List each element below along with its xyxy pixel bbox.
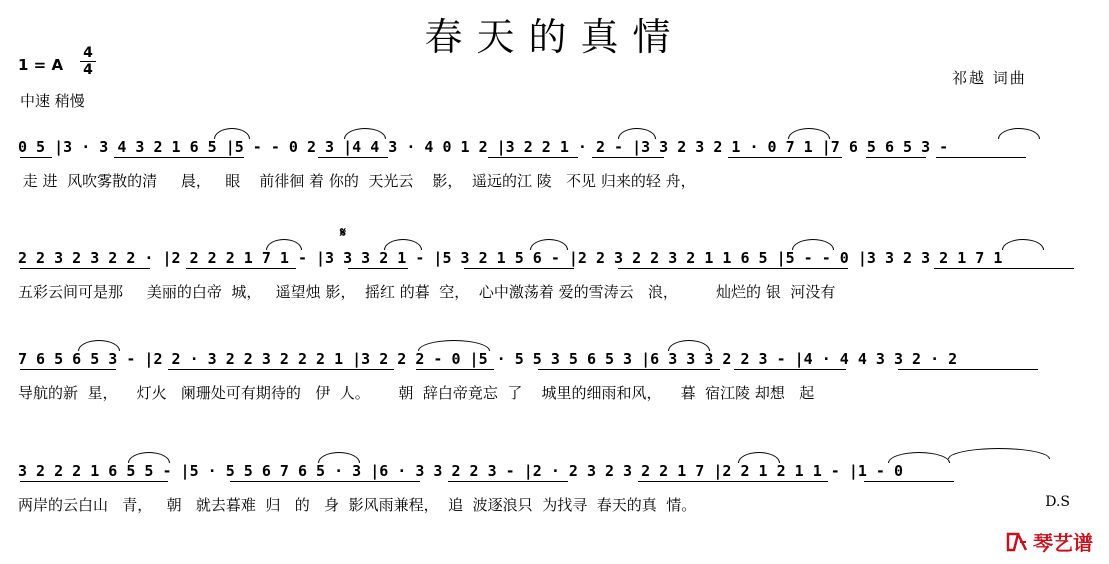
music-system-1 [18,134,1078,200]
tempo-marking: 中速 稍慢 [20,92,85,110]
key-signature: 1 = A [18,56,64,74]
slur-mark [214,128,250,139]
slur-mark [618,128,656,139]
slur-mark [78,340,120,351]
beam-line [20,268,150,269]
notation-line-2: 2 2 3 2 3 2 2 · |2 2 2 2 1 7 1 - |3 3 3 2 1 - |5 3 2 1 5 6 - |2 2 3 2 2 3 2 1 1 6 5 |5 - - 0 |3 3 2 3 2 1 7 1 [18,249,1003,267]
beam-line [936,157,1026,158]
beam-line [20,157,52,158]
beam-line [20,369,116,370]
segno-sign: 𝄋 [340,225,347,241]
beam-line [866,157,926,158]
slur-mark [266,239,302,250]
site-watermark [1005,527,1093,556]
lyrics-line-2: 五彩云间可是那 美丽的白帝 城， 遥望烛 影， 摇红 的暮 空， 心中激荡着 爱的雪涛云 浪， 灿烂的 银 河没有 [18,283,836,301]
tie-mark [948,448,1050,459]
slur-mark [1002,239,1044,250]
music-system-4 [18,458,1078,524]
slur-mark [998,128,1040,139]
slur-mark [530,239,568,250]
beam-line [538,369,720,370]
beam-line [114,157,244,158]
time-signature [80,46,96,77]
beam-line [464,268,574,269]
piano-keys-icon [1005,530,1029,554]
music-system-3 [18,346,1078,412]
dal-segno-marking: D.S [1045,494,1070,510]
slur-mark [344,128,386,139]
slur-mark [418,340,490,351]
notation-line-3: 7 6 5 6 5 3 - |2 2 · 3 2 2 3 2 2 2 1 |3 2 2 2 - 0 |5 · 5 5 3 5 6 5 3 |6 3 3 3 2 2 3 - |4 · 4 4 3 3 2 · 2 [18,350,958,368]
slur-mark [792,239,834,250]
slur-mark [738,452,780,463]
beam-line [734,369,846,370]
watermark-text: 琴艺谱 [1033,531,1093,555]
time-signature-top: 4 [83,45,93,61]
notation-line-4: 3 2 2 2 1 6 5 5 - |5 · 5 5 6 7 6 5 · 3 |6 · 3 3 2 2 3 - |2 · 2 3 2 3 2 2 1 7 |2 2 1 2 1 1 - |1 - 0 [18,462,904,480]
music-system-2 [18,225,1078,311]
beam-line [488,157,578,158]
beam-line [592,157,664,158]
slur-mark [318,452,360,463]
beam-line [230,481,420,482]
lyrics-line-4: 两岸的云白山 青， 朝 就去暮难 归 的 身 影风雨兼程， 追 波逐浪只 为找寻 春天的真 情。 [18,496,697,514]
beam-line [728,157,842,158]
slur-mark [888,452,950,463]
composer-credit: 祁越 词曲 [952,69,1027,87]
lyrics-line-3: 导航的新 星， 灯火 阑珊处可有期待的 伊 人。 朝 辞白帝竟忘 了 城里的细雨和风， 暮 宿江陵 却想 起 [18,384,815,402]
beam-line [618,268,848,269]
beam-line [348,268,408,269]
lyrics-line-1: 走 进 风吹雾散的清 晨， 眼 前徘徊 着 你的 天光云 影， 遥远的江 陵 不见 归来的轻 舟， [18,172,696,190]
slur-mark [668,340,710,351]
slur-mark [128,452,170,463]
beam-line [416,369,494,370]
beam-line [864,481,954,482]
slur-mark [788,128,830,139]
beam-line [168,369,394,370]
time-signature-bottom: 4 [83,62,93,78]
beam-line [20,481,168,482]
beam-line [186,268,296,269]
slur-mark [384,239,422,250]
beam-line [934,268,1074,269]
beam-line [318,157,388,158]
beam-line [898,369,1038,370]
beam-line [448,481,568,482]
notation-line-1: 0 5 |3 · 3 4 3 2 1 6 5 |5 - - 0 2 3 |4 4 3 · 4 0 1 2 |3 2 2 1 · 2 - |3 3 2 3 2 1 · 0 7 1 |7 6 5 6 5 3 - [18,138,949,156]
beam-line [638,481,828,482]
song-title: 春天的真情 [424,15,685,59]
